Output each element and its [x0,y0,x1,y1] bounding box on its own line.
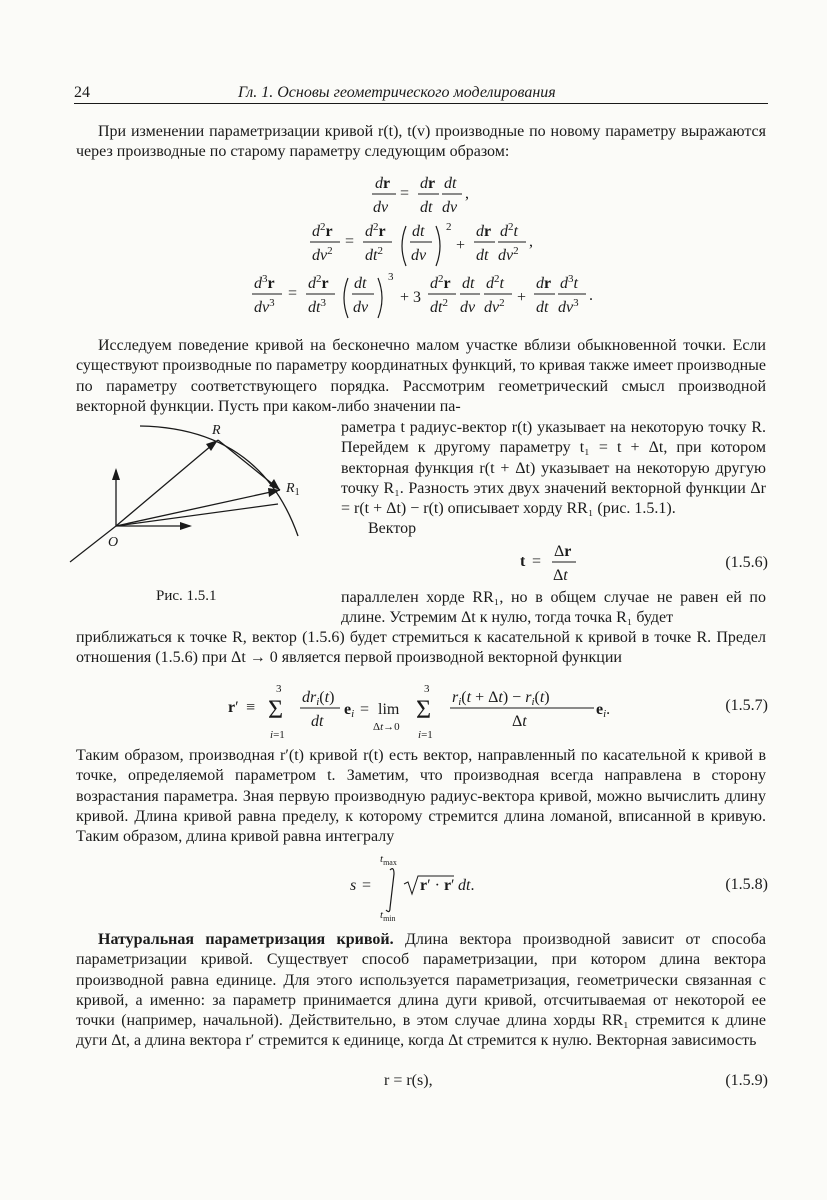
svg-text:ei.: ei. [596,701,611,720]
svg-text:dr: dr [420,175,436,192]
svg-text:dr: dr [476,223,492,240]
svg-text:=: = [532,553,542,570]
svg-text:Σ: Σ [268,695,284,724]
svg-text:dt.: dt. [458,877,475,894]
svg-text:2: 2 [446,221,452,233]
svg-text:Δr: Δr [554,543,572,560]
equation-1-5-7 [228,680,628,747]
paragraph-4: Таким образом, производная r′(t) кривой r(t) есть вектор, направленный по касательной к кривой в точке, определяемой параметром t. Заметим, что производная всегда направлена в сторону возрастания параметра. Зная первую производную радиус-вектора кривой, можно вычислить длину кривой. Длина кривой равна пределу, к которому стремится длина ломаной, вписанной в кривую. Таким образом, длина кривой равна интегралу [76,747,766,846]
svg-text:d3t: $d^3t$ [560,273,578,292]
svg-text:dv2: $dv^2$ [312,245,333,264]
svg-text:d2r: $d^2r$ [312,221,333,240]
equation-number-1-5-8: (1.5.8) [725,876,768,893]
page-number: 24 [74,84,90,101]
svg-text:+: + [517,289,527,306]
svg-text:,: , [465,185,469,202]
svg-text:dv: dv [442,199,458,216]
svg-text:3: 3 [424,683,430,695]
label-R1-subscript: 1 [294,487,300,498]
svg-text:ri(t + Δt) − ri(t): ri(t + Δt) − ri(t) [452,689,550,708]
svg-text:d2t: $d^2t$ [486,273,504,292]
svg-text:dt: dt [536,299,549,316]
svg-text:d3r: $d^3r$ [254,273,275,292]
paragraph-1: При изменении параметризации кривой r(t), t(v) производные по новому параметру выражаются через производные по старому параметру следующим образом: [76,123,766,161]
svg-text:dt: dt [412,223,425,240]
equation-derivatives [240,170,620,335]
svg-text:Δt→0: Δt→0 [373,721,400,733]
svg-text:dv2: $dv^2$ [498,245,519,264]
svg-text:3: 3 [276,683,282,695]
svg-text:r′: r′ [228,699,239,716]
svg-text:dv3: $dv^3$ [558,297,579,316]
svg-text:=: = [288,285,298,302]
svg-text:ei: ei [344,701,355,720]
label-R1: R [286,481,295,496]
svg-text:tmax: $t_{max}$ [380,853,397,867]
vector-lead: Вектор [368,520,417,537]
svg-text:Δt: Δt [553,567,568,584]
svg-text:i=1: i=1 [270,729,285,741]
svg-text:=: = [360,701,370,718]
radius-vector-R [116,440,218,526]
figure-caption: Рис. 1.5.1 [156,588,217,604]
svg-text:r′ · r′: r′ · r′ [420,877,455,894]
svg-text:d2r: $d^2r$ [365,221,386,240]
svg-text:i=1: i=1 [418,729,433,741]
svg-text:dv3: $dv^3$ [254,297,275,316]
svg-text:dt: dt [420,199,433,216]
svg-text:dt: dt [354,275,367,292]
equation-1-5-6 [520,538,600,591]
chord [116,504,278,526]
svg-text:dt: dt [311,713,324,730]
svg-text:dv2: $dv^2$ [484,297,505,316]
svg-text:dt2: $dt^2$ [365,245,383,264]
paragraph-3-wrap: параллелен хорде RR₁, но в общем случае не равен ей по длине. Устремим Δt к нулю, тогда точка R₁ будет [341,589,766,627]
svg-text:=: = [400,185,410,202]
section-lead: Натуральная параметризация кривой. [98,931,394,948]
svg-text:dt: dt [462,275,475,292]
running-head: Гл. 1. Основы геометрического моделирования [238,84,556,101]
svg-text:s: s [350,877,357,894]
svg-text:dt3: $dt^3$ [308,297,326,316]
svg-text:≡: ≡ [246,699,256,716]
paragraph-2-wrap: раметра t радиус-вектор r(t) указывает на некоторую точку R. Перейдем к другому параметру t₁ = t + Δt, при котором векторная функция r(t + Δt) указывает на некоторую другую точку R₁. Разность этих двух значений векторной функции Δr = r(t + Δt) − r(t) описывает хорду RR₁ (рис. 1.5.1). [341,419,766,518]
svg-text:dr: dr [536,275,552,292]
svg-text:tmin: $t_{min}$ [380,909,396,923]
svg-text:R1 [285,481,300,498]
svg-text:dt2: $dt^2$ [430,297,448,316]
svg-text:Δt: Δt [512,713,527,730]
equation-number-1-5-6: (1.5.6) [725,554,768,571]
svg-text:dt: dt [476,247,489,264]
svg-text:d2t: $d^2t$ [500,221,518,240]
radius-vector-R1 [116,490,280,526]
equation-1-5-9: r = r(s), [384,1072,433,1089]
header-rule [74,103,768,104]
svg-text:dv: dv [411,247,427,264]
chord-RR1 [218,440,280,490]
svg-text:dr: dr [375,175,391,192]
paragraph-2: Исследуем поведение кривой на бесконечно малом участке вблизи обыкновенной точки. Если существуют производные по параметру координатных функций, то кривая также имеет производные по параметру соответствующего порядка. Рассмотрим геометрический смысл производной векторной функции. Пусть при каком-либо значении па- [76,337,766,415]
paragraph-5-text: Длина вектора производной зависит от способа параметризации кривой. Существует способ параметризации, при котором длина вектора производной равна единице. Для этого используется параметризация, геометрически связанная с кривой, а именно: за параметр принимается длина дуги кривой, отсчитываемая от некоторой ее точки (например, начальной). Действительно, в этом случае длина хорды RR₁ стремится к длине дуги Δt, а длина вектора r′ стремится к единице, когда Δt стремится к нулю. Векторная зависимость [76,931,766,1050]
paragraph-5 [76,930,766,1052]
svg-text:=: = [362,877,372,894]
label-O: O [108,535,119,550]
label-R: R [212,423,221,438]
paragraph-3: приближаться к точке R, вектор (1.5.6) будет стремиться к касательной к кривой в точке R. Предел отношения (1.5.6) при Δt → 0 является первой производной векторной функции [76,629,766,667]
svg-text:dri(t): dri(t) [302,689,335,708]
equation-1-5-8 [350,852,510,927]
svg-text:d2r: $d^2r$ [308,273,329,292]
figure-1-5-1 [70,418,320,593]
equation-number-1-5-7: (1.5.7) [725,697,768,714]
svg-text:Σ: Σ [416,695,432,724]
svg-text:dt: dt [444,175,457,192]
svg-text:d2r: $d^2r$ [430,273,451,292]
svg-text:lim: lim [378,701,400,718]
svg-text:dv: dv [353,299,369,316]
svg-text:dv: dv [373,199,389,216]
svg-text:.: . [589,287,593,304]
svg-text:,: , [529,233,533,250]
equation-number-1-5-9: (1.5.9) [725,1072,768,1089]
svg-text:+ 3: + 3 [400,289,422,306]
svg-text:t: t [520,553,526,570]
svg-text:dv: dv [460,299,476,316]
svg-text:=: = [345,233,355,250]
svg-text:3: 3 [388,271,394,283]
svg-text:+: + [456,237,466,254]
